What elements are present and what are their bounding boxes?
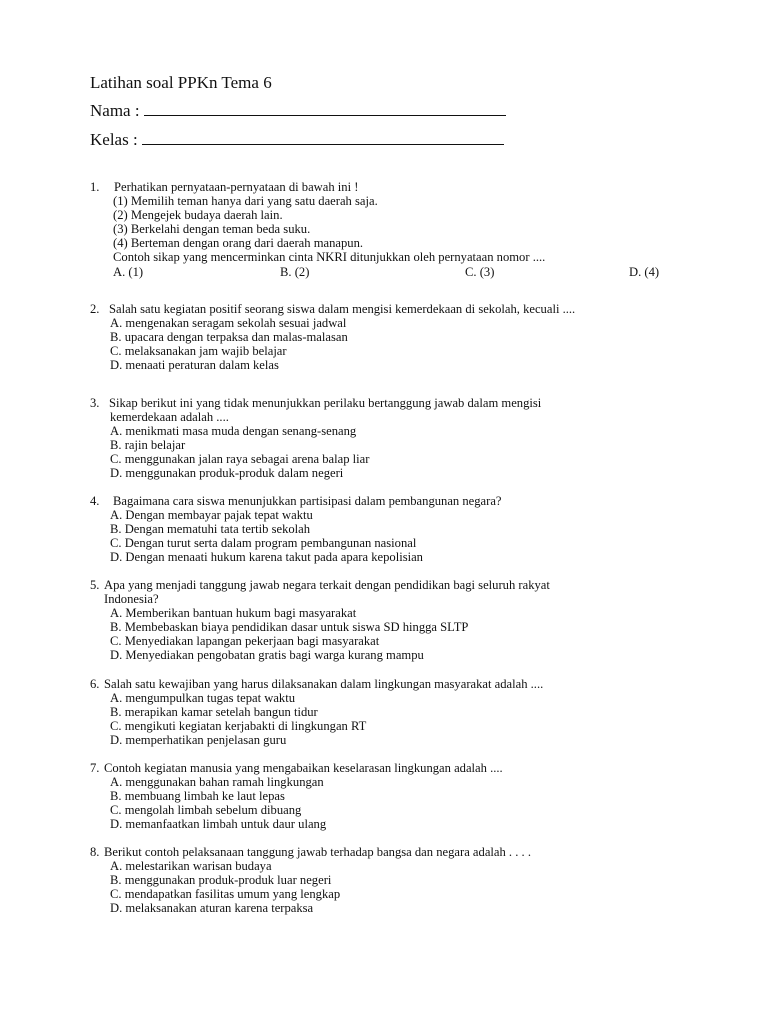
- question-1: [90, 180, 670, 279]
- option-b: B. Dengan mematuhi tata tertib sekolah: [110, 522, 311, 537]
- worksheet-title: Latihan soal PPKn Tema 6: [90, 73, 272, 92]
- option-b: B. upacara dengan terpaksa dan malas-malasan: [110, 330, 348, 345]
- option-c: C. Dengan turut serta dalam program pembangunan nasional: [110, 536, 417, 551]
- option-a: A. Dengan membayar pajak tepat waktu: [110, 508, 313, 523]
- question-text: Perhatikan pernyataan-pernyataan di bawah ini !: [114, 180, 359, 194]
- option-d: D. memperhatikan penjelasan guru: [110, 733, 287, 748]
- class-blank: [142, 130, 504, 145]
- option-b: B. (2): [280, 264, 310, 279]
- question-number: 6.: [90, 677, 100, 691]
- name-line: [90, 101, 506, 121]
- option-b: B. membuang limbah ke laut lepas: [110, 789, 285, 804]
- question-6: [90, 677, 543, 747]
- question-7: [90, 761, 503, 831]
- question-3: [90, 396, 541, 481]
- option-a: A. melestarikan warisan budaya: [110, 859, 272, 874]
- statement: (3) Berkelahi dengan teman beda suku.: [113, 222, 311, 237]
- class-label: Kelas :: [90, 130, 138, 149]
- question-number: 2.: [90, 302, 100, 316]
- option-a: A. mengumpulkan tugas tepat waktu: [110, 691, 296, 706]
- question-text: Salah satu kewajiban yang harus dilaksanakan dalam lingkungan masyarakat adalah ....: [104, 677, 544, 691]
- question-prompt: Contoh sikap yang mencerminkan cinta NKRI ditunjukkan oleh pernyataan nomor ....: [113, 250, 546, 265]
- option-c: C. (3): [465, 264, 495, 279]
- option-c: C. mendapatkan fasilitas umum yang lengkap: [110, 887, 341, 902]
- question-5: [90, 578, 550, 663]
- option-a: A. (1): [113, 264, 144, 279]
- question-number: 7.: [90, 761, 100, 775]
- question-text: Berikut contoh pelaksanaan tanggung jawab terhadap bangsa dan negara adalah . . . .: [104, 845, 531, 859]
- name-blank: [144, 101, 506, 116]
- question-text: Sikap berikut ini yang tidak menunjukkan perilaku bertanggung jawab dalam mengisi: [109, 396, 542, 410]
- option-c: C. mengolah limbah sebelum dibuang: [110, 803, 302, 818]
- question-text: Contoh kegiatan manusia yang mengabaikan keselarasan lingkungan adalah ....: [104, 761, 503, 775]
- question-number: 4.: [90, 494, 100, 508]
- option-b: B. rajin belajar: [110, 438, 186, 453]
- statement: (1) Memilih teman hanya dari yang satu daerah saja.: [113, 194, 378, 209]
- class-line: [90, 130, 504, 150]
- question-text: Apa yang menjadi tanggung jawab negara terkait dengan pendidikan bagi seluruh rakyat: [104, 578, 550, 592]
- option-b: B. menggunakan produk-produk luar negeri: [110, 873, 332, 888]
- option-d: D. memanfaatkan limbah untuk daur ulang: [110, 817, 327, 832]
- question-number: 3.: [90, 396, 100, 410]
- option-d: D. melaksanakan aturan karena terpaksa: [110, 901, 314, 916]
- question-8: [90, 845, 531, 915]
- question-text: Bagaimana cara siswa menunjukkan partisipasi dalam pembangunan negara?: [113, 494, 502, 508]
- option-a: A. Memberikan bantuan hukum bagi masyarakat: [110, 606, 357, 621]
- option-d: D. Dengan menaati hukum karena takut pada apara kepolisian: [110, 550, 423, 565]
- option-d: D. menggunakan produk-produk dalam negeri: [110, 466, 344, 481]
- option-b: B. merapikan kamar setelah bangun tidur: [110, 705, 318, 720]
- answer-options: [90, 265, 670, 279]
- option-a: A. menggunakan bahan ramah lingkungan: [110, 775, 324, 790]
- statement: (2) Mengejek budaya daerah lain.: [113, 208, 283, 223]
- option-d: D. menaati peraturan dalam kelas: [110, 358, 279, 373]
- option-c: C. Menyediakan lapangan pekerjaan bagi masyarakat: [110, 634, 380, 649]
- question-text: Salah satu kegiatan positif seorang siswa dalam mengisi kemerdekaan di sekolah, kecuali ....: [109, 302, 576, 316]
- question-2: [90, 302, 575, 372]
- question-number: 1.: [90, 180, 100, 194]
- option-d: D. (4): [629, 264, 660, 279]
- option-c: C. mengikuti kegiatan kerjabakti di lingkungan RT: [110, 719, 367, 734]
- question-number: 8.: [90, 845, 100, 859]
- option-a: A. menikmati masa muda dengan senang-senang: [110, 424, 357, 439]
- statement: (4) Berteman dengan orang dari daerah manapun.: [113, 236, 364, 251]
- question-4: [90, 494, 502, 564]
- option-a: A. mengenakan seragam sekolah sesuai jadwal: [110, 316, 347, 331]
- question-text-continued: Indonesia?: [104, 592, 159, 607]
- question-number: 5.: [90, 578, 100, 592]
- option-c: C. melaksanakan jam wajib belajar: [110, 344, 287, 359]
- question-text-continued: kemerdekaan adalah ....: [110, 410, 229, 425]
- name-label: Nama :: [90, 101, 140, 120]
- option-b: B. Membebaskan biaya pendidikan dasar untuk siswa SD hingga SLTP: [110, 620, 469, 635]
- option-c: C. menggunakan jalan raya sebagai arena balap liar: [110, 452, 370, 467]
- option-d: D. Menyediakan pengobatan gratis bagi warga kurang mampu: [110, 648, 424, 663]
